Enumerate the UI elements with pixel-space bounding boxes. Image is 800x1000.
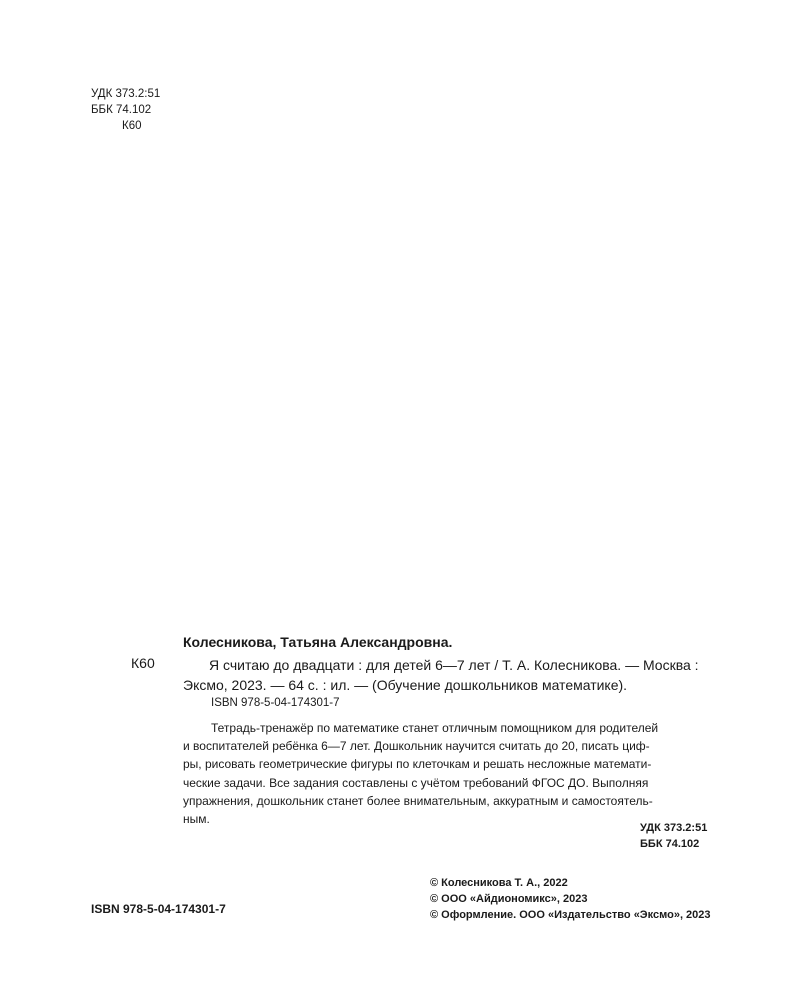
author-heading: Колесникова, Татьяна Александровна. bbox=[183, 634, 453, 650]
annotation-line: и воспитателей ребёнка 6—7 лет. Дошкольник научится считать до 20, писать циф- bbox=[183, 739, 650, 754]
annotation-line: упражнения, дошкольник станет более внимательным, аккуратным и самостоятель- bbox=[183, 793, 653, 808]
udk-code: УДК 373.2:51 bbox=[640, 822, 708, 834]
copyright-line: © Колесникова Т. А., 2022 bbox=[430, 877, 568, 889]
title-line: Я считаю до двадцати : для детей 6—7 лет / Т. А. Колесникова. — Москва : bbox=[209, 657, 699, 673]
copyright-line: © Оформление. ООО «Издательство «Эксмо», 2023 bbox=[430, 909, 711, 921]
isbn-record: ISBN 978-5-04-174301-7 bbox=[211, 697, 340, 709]
bibliographic-description bbox=[183, 655, 723, 695]
title-line: Эксмо, 2023. — 64 с. : ил. — (Обучение дошкольников математике). bbox=[183, 677, 628, 693]
annotation-line: ческие задачи. Все задания составлены с учётом требований ФГОС ДО. Выполняя bbox=[183, 775, 649, 790]
classification-codes-top bbox=[91, 86, 160, 134]
author-mark: К60 bbox=[122, 120, 142, 132]
annotation-line: Тетрадь-тренажёр по математике станет отличным помощником для родителей bbox=[211, 721, 659, 735]
annotation bbox=[183, 719, 713, 828]
copyright-block bbox=[430, 875, 711, 923]
annotation-line: ры, рисовать геометрические фигуры по клеточкам и решать несложные математи- bbox=[183, 757, 652, 772]
bbk-code: ББК 74.102 bbox=[640, 838, 700, 850]
isbn-footer: ISBN 978-5-04-174301-7 bbox=[91, 902, 226, 916]
bbk-code: ББК 74.102 bbox=[91, 104, 152, 116]
copyright-line: © ООО «Айдиономикс», 2023 bbox=[430, 893, 588, 905]
author-mark-record: К60 bbox=[131, 655, 155, 671]
udk-code: УДК 373.2:51 bbox=[91, 88, 161, 100]
annotation-line: ным. bbox=[183, 812, 210, 827]
classification-codes-bottom bbox=[640, 820, 707, 852]
